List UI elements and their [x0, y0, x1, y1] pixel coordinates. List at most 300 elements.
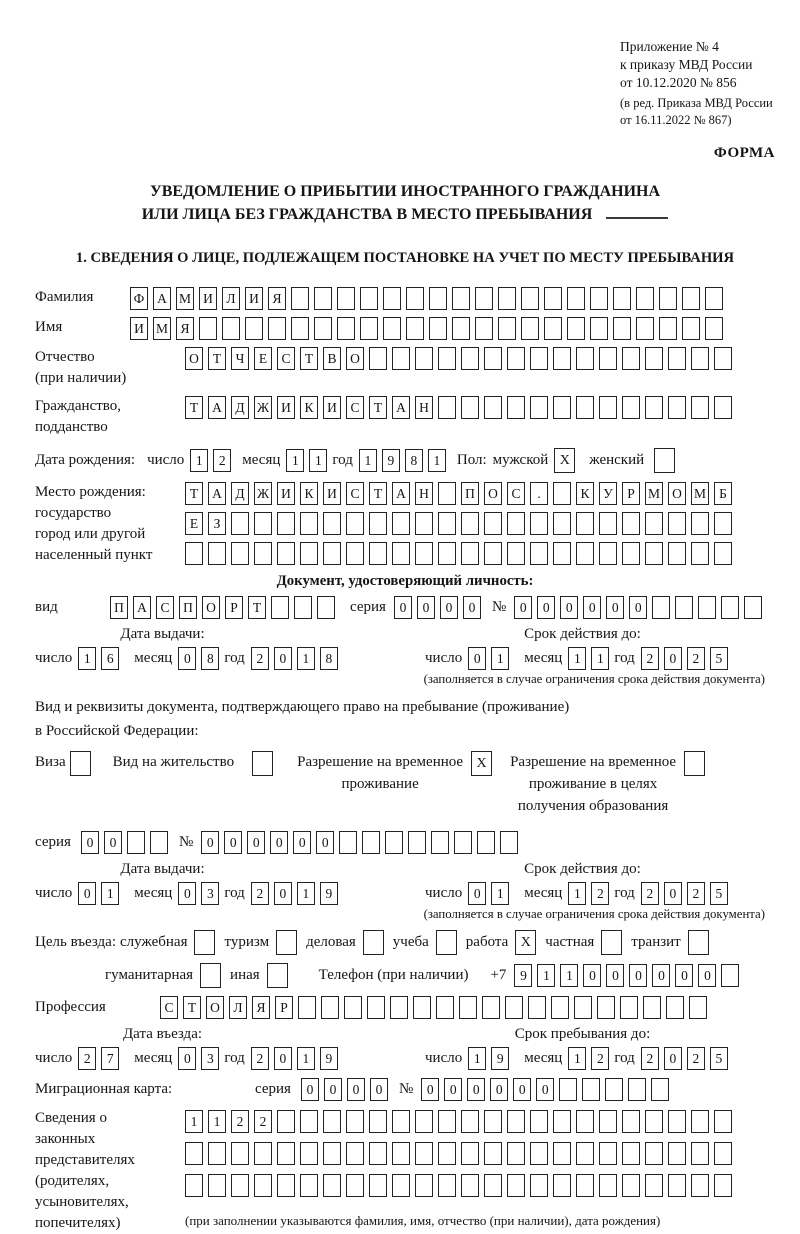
char-cell[interactable]: 0 [444, 1078, 462, 1101]
char-cell[interactable] [461, 512, 479, 535]
char-cell[interactable]: 1 [185, 1110, 203, 1133]
char-cell[interactable] [691, 1110, 709, 1133]
char-cell[interactable]: О [202, 596, 220, 619]
char-cell[interactable]: 2 [591, 882, 609, 905]
char-cell[interactable] [553, 1110, 571, 1133]
char-cell[interactable] [691, 542, 709, 565]
char-cell[interactable]: 1 [78, 647, 96, 670]
char-cell[interactable] [576, 1110, 594, 1133]
char-cell[interactable]: К [576, 482, 594, 505]
char-cell[interactable] [127, 831, 145, 854]
char-cell[interactable]: 1 [491, 647, 509, 670]
char-cell[interactable]: 0 [536, 1078, 554, 1101]
char-cell[interactable]: 5 [710, 1047, 728, 1070]
char-cell[interactable] [659, 287, 677, 310]
char-cell[interactable]: М [691, 482, 709, 505]
char-cell[interactable]: 2 [591, 1047, 609, 1070]
char-cell[interactable]: 0 [178, 647, 196, 670]
char-cell[interactable] [530, 1142, 548, 1165]
char-cell[interactable]: А [392, 482, 410, 505]
char-cell[interactable]: Ч [231, 347, 249, 370]
char-cell[interactable]: 0 [629, 596, 647, 619]
char-cell[interactable] [344, 996, 362, 1019]
char-cell[interactable] [475, 287, 493, 310]
char-cell[interactable] [199, 317, 217, 340]
char-cell[interactable]: 2 [251, 1047, 269, 1070]
char-cell[interactable] [461, 347, 479, 370]
char-cell[interactable]: 2 [78, 1047, 96, 1070]
purpose-transit-checkbox[interactable] [688, 930, 709, 955]
char-cell[interactable] [668, 542, 686, 565]
char-cell[interactable] [643, 996, 661, 1019]
char-cell[interactable]: 9 [320, 1047, 338, 1070]
char-cell[interactable] [362, 831, 380, 854]
char-cell[interactable] [484, 542, 502, 565]
char-cell[interactable]: Т [248, 596, 266, 619]
char-cell[interactable] [482, 996, 500, 1019]
purpose-work-checkbox[interactable]: X [515, 930, 536, 955]
char-cell[interactable] [369, 1110, 387, 1133]
char-cell[interactable] [691, 396, 709, 419]
char-cell[interactable] [521, 287, 539, 310]
char-cell[interactable] [567, 287, 585, 310]
char-cell[interactable]: 1 [297, 1047, 315, 1070]
char-cell[interactable] [208, 542, 226, 565]
char-cell[interactable]: С [160, 996, 178, 1019]
char-cell[interactable] [622, 1110, 640, 1133]
char-cell[interactable]: 0 [583, 964, 601, 987]
edu-residence-checkbox[interactable] [684, 751, 705, 776]
char-cell[interactable]: 0 [664, 1047, 682, 1070]
char-cell[interactable] [254, 542, 272, 565]
char-cell[interactable]: 0 [178, 882, 196, 905]
char-cell[interactable] [429, 287, 447, 310]
char-cell[interactable]: 0 [652, 964, 670, 987]
char-cell[interactable] [484, 512, 502, 535]
char-cell[interactable] [714, 1174, 732, 1197]
char-cell[interactable] [314, 287, 332, 310]
char-cell[interactable]: 0 [178, 1047, 196, 1070]
char-cell[interactable] [438, 482, 456, 505]
char-cell[interactable]: М [153, 317, 171, 340]
char-cell[interactable]: Т [300, 347, 318, 370]
char-cell[interactable] [300, 542, 318, 565]
char-cell[interactable] [436, 996, 454, 1019]
char-cell[interactable]: Я [176, 317, 194, 340]
char-cell[interactable] [277, 512, 295, 535]
char-cell[interactable] [475, 317, 493, 340]
char-cell[interactable] [599, 1174, 617, 1197]
char-cell[interactable] [413, 996, 431, 1019]
purpose-official-checkbox[interactable] [194, 930, 215, 955]
char-cell[interactable] [452, 287, 470, 310]
char-cell[interactable]: Л [222, 287, 240, 310]
char-cell[interactable]: 0 [468, 647, 486, 670]
char-cell[interactable]: Д [231, 396, 249, 419]
char-cell[interactable] [551, 996, 569, 1019]
char-cell[interactable] [360, 287, 378, 310]
char-cell[interactable] [553, 396, 571, 419]
char-cell[interactable] [294, 596, 312, 619]
char-cell[interactable]: 0 [421, 1078, 439, 1101]
char-cell[interactable] [576, 396, 594, 419]
char-cell[interactable] [452, 317, 470, 340]
char-cell[interactable] [622, 347, 640, 370]
char-cell[interactable]: 0 [606, 964, 624, 987]
char-cell[interactable] [339, 831, 357, 854]
char-cell[interactable] [605, 1078, 623, 1101]
char-cell[interactable] [231, 542, 249, 565]
char-cell[interactable] [392, 1142, 410, 1165]
char-cell[interactable] [438, 347, 456, 370]
char-cell[interactable]: 0 [201, 831, 219, 854]
char-cell[interactable] [323, 542, 341, 565]
char-cell[interactable] [682, 287, 700, 310]
char-cell[interactable]: 5 [710, 647, 728, 670]
char-cell[interactable]: 0 [490, 1078, 508, 1101]
char-cell[interactable]: М [645, 482, 663, 505]
char-cell[interactable] [438, 1142, 456, 1165]
char-cell[interactable]: Я [252, 996, 270, 1019]
char-cell[interactable]: А [208, 482, 226, 505]
char-cell[interactable] [507, 1174, 525, 1197]
char-cell[interactable] [438, 512, 456, 535]
char-cell[interactable] [597, 996, 615, 1019]
char-cell[interactable]: Н [415, 482, 433, 505]
char-cell[interactable] [383, 287, 401, 310]
char-cell[interactable] [705, 317, 723, 340]
char-cell[interactable] [438, 1174, 456, 1197]
char-cell[interactable] [392, 512, 410, 535]
char-cell[interactable] [620, 996, 638, 1019]
char-cell[interactable] [599, 542, 617, 565]
char-cell[interactable] [636, 287, 654, 310]
char-cell[interactable] [383, 317, 401, 340]
char-cell[interactable] [323, 512, 341, 535]
char-cell[interactable] [622, 512, 640, 535]
char-cell[interactable] [668, 1174, 686, 1197]
char-cell[interactable]: 0 [247, 831, 265, 854]
char-cell[interactable] [298, 996, 316, 1019]
char-cell[interactable] [530, 1174, 548, 1197]
char-cell[interactable]: И [245, 287, 263, 310]
char-cell[interactable]: 1 [591, 647, 609, 670]
char-cell[interactable]: Т [369, 482, 387, 505]
char-cell[interactable] [408, 831, 426, 854]
char-cell[interactable]: С [346, 396, 364, 419]
char-cell[interactable] [668, 512, 686, 535]
char-cell[interactable] [576, 1174, 594, 1197]
char-cell[interactable] [590, 287, 608, 310]
char-cell[interactable] [530, 542, 548, 565]
char-cell[interactable]: 2 [687, 882, 705, 905]
char-cell[interactable]: 0 [560, 596, 578, 619]
char-cell[interactable] [231, 1174, 249, 1197]
char-cell[interactable]: Р [622, 482, 640, 505]
char-cell[interactable]: 0 [467, 1078, 485, 1101]
char-cell[interactable] [698, 596, 716, 619]
char-cell[interactable]: Е [254, 347, 272, 370]
char-cell[interactable]: 2 [254, 1110, 272, 1133]
char-cell[interactable] [431, 831, 449, 854]
char-cell[interactable] [645, 347, 663, 370]
char-cell[interactable] [323, 1174, 341, 1197]
char-cell[interactable] [337, 317, 355, 340]
char-cell[interactable] [645, 396, 663, 419]
char-cell[interactable] [185, 1174, 203, 1197]
char-cell[interactable]: 0 [81, 831, 99, 854]
char-cell[interactable]: И [323, 396, 341, 419]
char-cell[interactable] [323, 1142, 341, 1165]
char-cell[interactable]: 1 [359, 449, 377, 472]
char-cell[interactable] [645, 1142, 663, 1165]
char-cell[interactable]: 1 [428, 449, 446, 472]
char-cell[interactable] [576, 512, 594, 535]
char-cell[interactable]: 0 [274, 647, 292, 670]
char-cell[interactable] [385, 831, 403, 854]
char-cell[interactable]: 1 [309, 449, 327, 472]
char-cell[interactable]: 0 [324, 1078, 342, 1101]
char-cell[interactable] [622, 1142, 640, 1165]
char-cell[interactable]: О [668, 482, 686, 505]
char-cell[interactable]: 0 [104, 831, 122, 854]
char-cell[interactable] [553, 482, 571, 505]
gender-male-checkbox[interactable]: X [554, 448, 575, 473]
char-cell[interactable]: 0 [664, 647, 682, 670]
char-cell[interactable] [369, 1142, 387, 1165]
char-cell[interactable] [590, 317, 608, 340]
char-cell[interactable] [185, 1142, 203, 1165]
char-cell[interactable] [659, 317, 677, 340]
char-cell[interactable] [714, 347, 732, 370]
char-cell[interactable]: 0 [537, 596, 555, 619]
char-cell[interactable] [484, 1142, 502, 1165]
char-cell[interactable]: С [346, 482, 364, 505]
char-cell[interactable] [429, 317, 447, 340]
char-cell[interactable] [553, 512, 571, 535]
char-cell[interactable] [668, 1142, 686, 1165]
char-cell[interactable] [530, 347, 548, 370]
char-cell[interactable]: Л [229, 996, 247, 1019]
char-cell[interactable]: Ж [254, 482, 272, 505]
char-cell[interactable] [346, 512, 364, 535]
char-cell[interactable] [666, 996, 684, 1019]
char-cell[interactable] [185, 542, 203, 565]
char-cell[interactable]: 2 [641, 647, 659, 670]
char-cell[interactable] [415, 512, 433, 535]
char-cell[interactable] [576, 347, 594, 370]
char-cell[interactable] [668, 396, 686, 419]
char-cell[interactable] [484, 396, 502, 419]
char-cell[interactable]: 0 [664, 882, 682, 905]
char-cell[interactable] [321, 996, 339, 1019]
char-cell[interactable] [254, 512, 272, 535]
char-cell[interactable] [636, 317, 654, 340]
char-cell[interactable] [231, 512, 249, 535]
char-cell[interactable] [574, 996, 592, 1019]
char-cell[interactable]: О [484, 482, 502, 505]
char-cell[interactable] [291, 287, 309, 310]
visa-checkbox[interactable] [70, 751, 91, 776]
char-cell[interactable] [254, 1174, 272, 1197]
char-cell[interactable] [553, 347, 571, 370]
char-cell[interactable] [406, 287, 424, 310]
char-cell[interactable] [645, 1110, 663, 1133]
char-cell[interactable] [268, 317, 286, 340]
char-cell[interactable] [291, 317, 309, 340]
char-cell[interactable]: 1 [208, 1110, 226, 1133]
char-cell[interactable]: 1 [568, 1047, 586, 1070]
char-cell[interactable]: 1 [468, 1047, 486, 1070]
char-cell[interactable]: Е [185, 512, 203, 535]
char-cell[interactable] [392, 542, 410, 565]
char-cell[interactable]: И [277, 396, 295, 419]
char-cell[interactable] [553, 542, 571, 565]
char-cell[interactable] [714, 512, 732, 535]
char-cell[interactable] [705, 287, 723, 310]
char-cell[interactable] [438, 396, 456, 419]
char-cell[interactable] [369, 542, 387, 565]
char-cell[interactable] [271, 596, 289, 619]
char-cell[interactable]: 0 [274, 882, 292, 905]
char-cell[interactable] [222, 317, 240, 340]
char-cell[interactable] [507, 542, 525, 565]
char-cell[interactable] [521, 317, 539, 340]
char-cell[interactable]: П [110, 596, 128, 619]
char-cell[interactable]: А [133, 596, 151, 619]
char-cell[interactable]: 1 [297, 647, 315, 670]
char-cell[interactable]: Т [183, 996, 201, 1019]
char-cell[interactable] [668, 347, 686, 370]
char-cell[interactable] [392, 1110, 410, 1133]
char-cell[interactable]: О [185, 347, 203, 370]
char-cell[interactable]: 9 [514, 964, 532, 987]
char-cell[interactable]: 0 [583, 596, 601, 619]
char-cell[interactable] [406, 317, 424, 340]
char-cell[interactable] [415, 1110, 433, 1133]
char-cell[interactable] [314, 317, 332, 340]
char-cell[interactable]: 2 [641, 882, 659, 905]
char-cell[interactable]: К [300, 482, 318, 505]
char-cell[interactable]: 0 [394, 596, 412, 619]
char-cell[interactable] [415, 1174, 433, 1197]
char-cell[interactable] [622, 542, 640, 565]
char-cell[interactable] [544, 287, 562, 310]
char-cell[interactable] [599, 396, 617, 419]
char-cell[interactable] [277, 1110, 295, 1133]
char-cell[interactable] [369, 1174, 387, 1197]
char-cell[interactable] [567, 317, 585, 340]
char-cell[interactable]: М [176, 287, 194, 310]
char-cell[interactable] [714, 542, 732, 565]
char-cell[interactable] [691, 1174, 709, 1197]
char-cell[interactable] [461, 396, 479, 419]
temp-residence-checkbox[interactable]: X [471, 751, 492, 776]
char-cell[interactable]: П [179, 596, 197, 619]
char-cell[interactable]: 2 [231, 1110, 249, 1133]
char-cell[interactable]: Р [225, 596, 243, 619]
char-cell[interactable] [622, 396, 640, 419]
char-cell[interactable] [208, 1142, 226, 1165]
char-cell[interactable] [744, 596, 762, 619]
char-cell[interactable]: Б [714, 482, 732, 505]
char-cell[interactable]: 0 [274, 1047, 292, 1070]
char-cell[interactable] [392, 1174, 410, 1197]
char-cell[interactable]: 1 [286, 449, 304, 472]
char-cell[interactable] [415, 347, 433, 370]
char-cell[interactable] [231, 1142, 249, 1165]
char-cell[interactable] [484, 347, 502, 370]
purpose-humanitarian-checkbox[interactable] [200, 963, 221, 988]
char-cell[interactable] [392, 347, 410, 370]
char-cell[interactable]: У [599, 482, 617, 505]
char-cell[interactable] [300, 1110, 318, 1133]
char-cell[interactable] [714, 396, 732, 419]
char-cell[interactable] [613, 287, 631, 310]
char-cell[interactable]: С [277, 347, 295, 370]
char-cell[interactable] [346, 1110, 364, 1133]
gender-female-checkbox[interactable] [654, 448, 675, 473]
char-cell[interactable] [505, 996, 523, 1019]
char-cell[interactable] [652, 596, 670, 619]
char-cell[interactable]: Ж [254, 396, 272, 419]
char-cell[interactable]: И [323, 482, 341, 505]
char-cell[interactable] [507, 512, 525, 535]
char-cell[interactable]: 0 [629, 964, 647, 987]
char-cell[interactable]: И [199, 287, 217, 310]
char-cell[interactable]: В [323, 347, 341, 370]
char-cell[interactable]: 3 [201, 882, 219, 905]
char-cell[interactable] [415, 1142, 433, 1165]
char-cell[interactable]: Ф [130, 287, 148, 310]
char-cell[interactable]: 2 [687, 647, 705, 670]
char-cell[interactable]: 9 [382, 449, 400, 472]
char-cell[interactable] [300, 1174, 318, 1197]
char-cell[interactable] [498, 287, 516, 310]
char-cell[interactable] [645, 1174, 663, 1197]
char-cell[interactable]: 0 [698, 964, 716, 987]
char-cell[interactable] [390, 996, 408, 1019]
char-cell[interactable] [507, 1142, 525, 1165]
char-cell[interactable] [346, 1142, 364, 1165]
char-cell[interactable] [507, 396, 525, 419]
char-cell[interactable] [346, 542, 364, 565]
char-cell[interactable]: Я [268, 287, 286, 310]
char-cell[interactable]: Т [185, 482, 203, 505]
char-cell[interactable]: . [530, 482, 548, 505]
char-cell[interactable]: 2 [641, 1047, 659, 1070]
char-cell[interactable] [254, 1142, 272, 1165]
char-cell[interactable]: 0 [514, 596, 532, 619]
char-cell[interactable] [277, 542, 295, 565]
char-cell[interactable] [599, 1110, 617, 1133]
char-cell[interactable]: 8 [320, 647, 338, 670]
char-cell[interactable] [613, 317, 631, 340]
char-cell[interactable] [553, 1142, 571, 1165]
char-cell[interactable]: 1 [297, 882, 315, 905]
char-cell[interactable]: 5 [710, 882, 728, 905]
char-cell[interactable]: 2 [251, 882, 269, 905]
char-cell[interactable]: 0 [301, 1078, 319, 1101]
char-cell[interactable]: 1 [491, 882, 509, 905]
char-cell[interactable]: О [346, 347, 364, 370]
char-cell[interactable] [668, 1110, 686, 1133]
char-cell[interactable] [530, 512, 548, 535]
char-cell[interactable]: 0 [468, 882, 486, 905]
char-cell[interactable] [484, 1174, 502, 1197]
char-cell[interactable]: 8 [405, 449, 423, 472]
char-cell[interactable]: Т [185, 396, 203, 419]
